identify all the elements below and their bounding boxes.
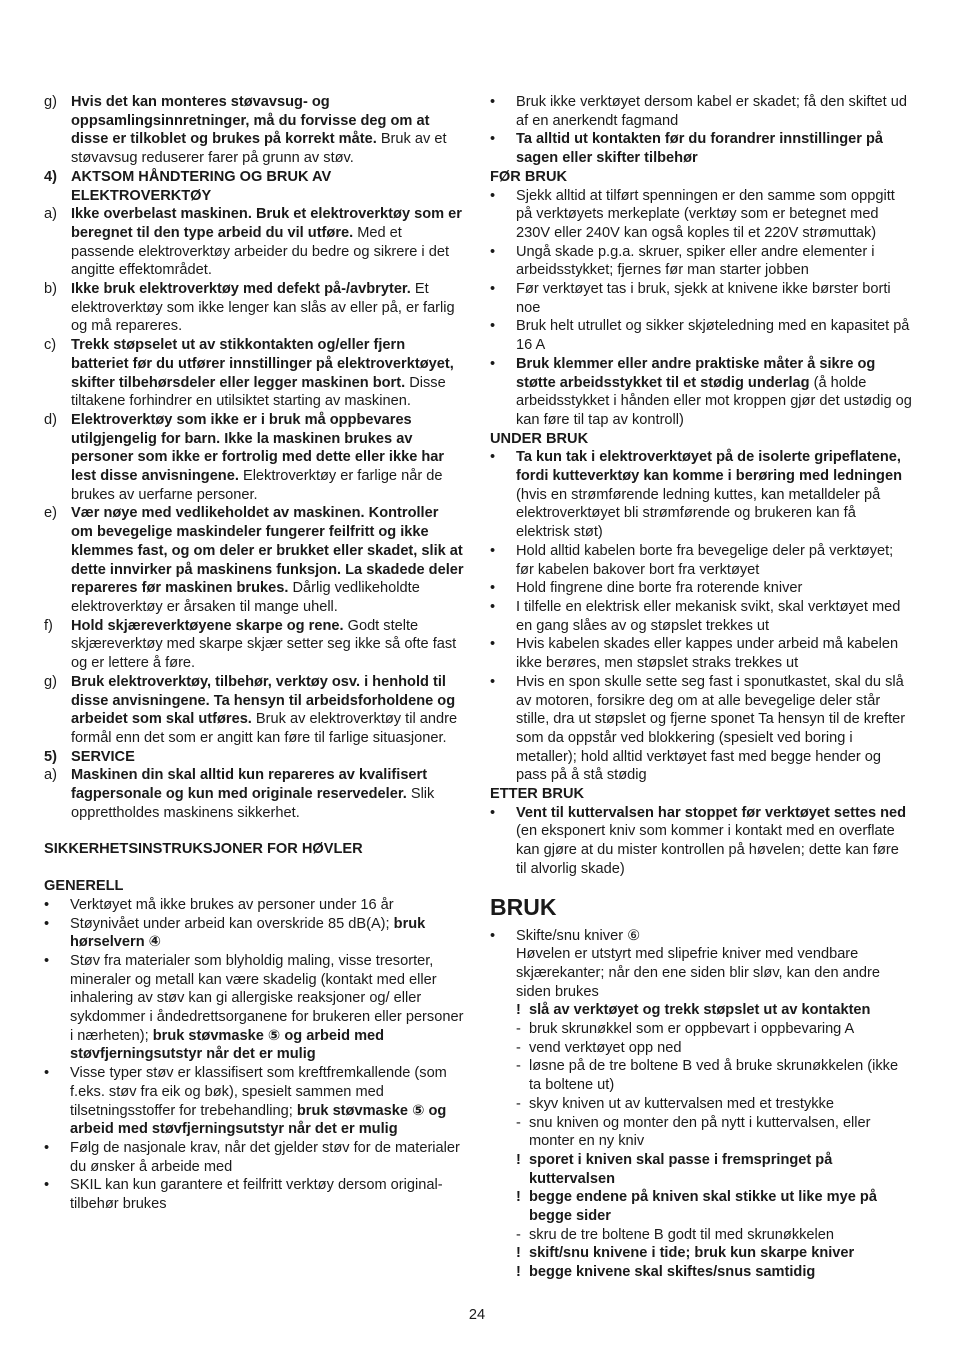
list-marker: - xyxy=(516,1114,521,1131)
list-text: SKIL kan kun garantere et feilfritt verktøy dersom original-tilbehør brukes xyxy=(70,1177,443,1213)
list-item xyxy=(516,1188,912,1225)
list-item xyxy=(490,673,912,785)
bold-text: Bruk elektroverktøy, tilbehør, verktøy osv. i henhold til disse anvisningene. Ta hensyn til arbeidsforholdene og arbeidet som skal utføres. xyxy=(71,673,456,728)
list-item xyxy=(44,1139,464,1176)
list-marker: a) xyxy=(44,206,57,223)
list-text: Hvis det kan monteres støvavsug- og oppsamlingsinnretninger, må du forvisse deg om at disse er tilkoblet og brukes på korrekt måte. Bruk av et støvavsug reduserer farer på grunn av støv. xyxy=(71,94,447,167)
list-item xyxy=(44,952,464,1064)
list-marker: • xyxy=(490,281,496,298)
section-heading-during-use: UNDER BRUK xyxy=(490,430,589,447)
list-marker: a) xyxy=(44,767,57,784)
list-text: begge endene på kniven skal stikke ut like mye på begge sider xyxy=(529,1189,877,1225)
list-text: Ungå skade p.g.a. skruer, spiker eller andre elementer i arbeidsstykket; fjernes før man starter jobben xyxy=(516,243,875,279)
list-item xyxy=(516,1151,912,1188)
list-marker: • xyxy=(44,1177,50,1194)
bold-text: Maskinen din skal alltid kun repareres av kvalifisert fagpersonale og kun med originale reservedeler. xyxy=(71,767,428,803)
bold-text: Trekk støpselet ut av stikkontakten og/eller fjern batteriet før du utfører innstillinger på elektroverktøyet, skifter tilbehørsdeler eller legger maskinen bort. xyxy=(71,337,454,391)
list-marker: • xyxy=(490,636,496,653)
list-text: Ikke overbelast maskinen. Bruk et elektroverktøy som er beregnet til den type arbeid du vil utføre. Med et passende elektroverktøy arbeider du bedre og sikrere i det angitte effektområdet. xyxy=(71,206,462,279)
list-text: Ta alltid ut kontakten før du forandrer innstillinger på sagen eller skifter tilbehør xyxy=(516,131,884,167)
section-heading-after-use: ETTER BRUK xyxy=(490,786,585,803)
list-item xyxy=(490,579,912,598)
list-item xyxy=(44,411,464,505)
list-marker: d) xyxy=(44,411,57,428)
list-text: SERVICE xyxy=(71,748,135,765)
list-marker: ! xyxy=(516,1189,521,1206)
list-item xyxy=(516,1244,912,1263)
list-marker: • xyxy=(490,927,496,944)
list-marker: • xyxy=(490,243,496,260)
list-text: Hold alltid kabelen borte fra bevegelige deler på verktøyet; før kabelen bakover bort fra verktøyet xyxy=(516,542,894,578)
bold-text: Hvis det kan monteres støvavsug- og oppsamlingsinnretninger, må du forvisse deg om at disse er tilkoblet og brukes på korrekt måte. xyxy=(71,94,430,148)
list-item xyxy=(516,1114,912,1151)
list-marker: e) xyxy=(44,505,57,522)
list-marker: • xyxy=(490,94,496,110)
list-marker: f) xyxy=(44,617,53,634)
list-item xyxy=(44,896,464,915)
list-text: Støynivået under arbeid kan overskride 85 dB(A); bruk hørselvern ④ xyxy=(70,915,426,951)
list-marker: g) xyxy=(44,94,57,110)
list-text: Verktøyet må ikke brukes av personer under 16 år xyxy=(70,896,394,913)
list-marker: ! xyxy=(516,1245,521,1262)
list-text: Hvis kabelen skades eller kappes under arbeid må kabelen ikke berøres, men støpslet straks trekkes ut xyxy=(516,636,899,672)
list-text: Hold fingrene dine borte fra roterende kniver xyxy=(516,580,803,597)
bold-text: bruk hørselvern ④ xyxy=(70,915,426,951)
list-marker: ! xyxy=(516,1264,521,1281)
list-marker: • xyxy=(490,187,496,204)
list-item xyxy=(490,598,912,635)
list-item xyxy=(44,915,464,952)
section-heading-general: GENERELL xyxy=(44,878,124,895)
list-marker: 4) xyxy=(44,168,57,185)
list-item xyxy=(44,205,464,280)
list-item xyxy=(516,1095,912,1114)
list-text: Sjekk alltid at tilført spenningen er den samme som oppgitt på verktøyets merkeplate (verktøy som er betegnet med 230V eller 240V kan også koples til et 220V strømuttak) xyxy=(516,187,895,241)
bold-text: bruk støvmaske ⑤ og arbeid med støvfjerningsutstyr når det er mulig xyxy=(70,1102,447,1138)
list-marker: • xyxy=(490,580,496,597)
list-item xyxy=(490,317,912,354)
list-text: Vent til kuttervalsen har stoppet før verktøyet settes ned (en eksponert kniv som kommer i kontakt med en overflate kan gjøre at du mister kontrollen på høvelen; dette kan føre til alvorlig skade) xyxy=(516,804,907,877)
left-column xyxy=(44,93,464,1214)
list-marker: • xyxy=(490,449,496,466)
list-marker: • xyxy=(44,952,50,969)
list-item xyxy=(516,1263,912,1282)
list-item xyxy=(490,448,912,542)
list-marker: - xyxy=(516,1058,521,1075)
list-marker: g) xyxy=(44,673,57,690)
list-text: Følg de nasjonale krav, når det gjelder støv for de materialer du ønsker å arbeide med xyxy=(70,1139,460,1175)
bold-text: Bruk klemmer eller andre praktiske måter å sikre og støtte arbeidsstykket til et stødig underlag xyxy=(516,355,876,391)
list-item xyxy=(44,766,464,822)
list-item xyxy=(490,130,912,167)
list-item xyxy=(44,1176,464,1213)
section-heading-safety: SIKKERHETSINSTRUKSJONER FOR HØVLER xyxy=(44,841,363,858)
right-column xyxy=(490,93,912,1282)
list-marker: - xyxy=(516,1226,521,1243)
list-item xyxy=(44,336,464,411)
list-marker: • xyxy=(490,598,496,615)
list-text: snu kniven og monter den på nytt i kuttervalsen, eller monter en ny kniv xyxy=(529,1114,871,1150)
page-number: 24 xyxy=(468,1307,486,1323)
list-marker: 5) xyxy=(44,748,57,765)
list-item xyxy=(516,1226,912,1245)
list-marker: b) xyxy=(44,281,57,298)
list-marker: - xyxy=(516,1039,521,1056)
list-text: Hold skjæreverktøyene skarpe og rene. Godt stelte skjæreverktøy med skarpe skjær setter seg ikke så ofte fast og er lettere å føre. xyxy=(71,617,457,672)
list-item xyxy=(44,673,464,748)
list-marker: • xyxy=(490,355,496,372)
list-marker: - xyxy=(516,1095,521,1112)
list-item xyxy=(490,187,912,243)
list-item xyxy=(490,355,912,430)
list-text: sporet i kniven skal passe i fremspringet på kuttervalsen xyxy=(529,1151,833,1187)
list-text: skyv kniven ut av kuttervalsen med et trestykke xyxy=(529,1095,834,1112)
list-marker: • xyxy=(490,131,496,148)
list-text: Visse typer støv er klassifisert som kreftfremkallende (som f.eks. støv fra eik og bøk), spesielt sammen med tilsetningsstoffer for trebehandling; bruk støvmaske ⑤ og arbeid med støvfjerningsutstyr når det er mulig xyxy=(70,1065,447,1138)
list-text: Ta kun tak i elektroverktøyet på de isolerte gripeflatene, fordi kutteverktøy kan komme i berøring med ledningen (hvis en strømførende ledning kuttes, kan metalldeler på elektroverktøyet bli strømførende og brukeren kan få elektrisk støt) xyxy=(516,449,903,541)
list-text: Bruk ikke verktøyet dersom kabel er skadet; få den skiftet ud af en anerkendt fagmand xyxy=(516,94,907,129)
list-item xyxy=(490,93,912,130)
bold-text: Ikke overbelast maskinen. Bruk et elektroverktøy som er beregnet til den type arbeid du vil utføre. xyxy=(71,206,462,241)
list-text: løsne på de tre boltene B ved å bruke skrunøkkelen (ikke ta boltene ut) xyxy=(529,1058,899,1094)
list-item xyxy=(516,1057,912,1094)
list-text: begge knivene skal skiftes/snus samtidig xyxy=(529,1264,816,1281)
list-item xyxy=(516,1001,912,1020)
list-item xyxy=(44,504,464,616)
list-item xyxy=(490,542,912,579)
list-text: Skifte/snu kniver ⑥ xyxy=(516,927,641,944)
list-marker: - xyxy=(516,1021,521,1038)
list-text: Hvis en spon skulle sette seg fast i sponutkastet, skal du slå av motoren, forsikre deg om at alle bevegelige deler står stille, dra ut støpslet og fjerne sponet Ta hensyn til de krefter som da oppstår ved blokkering (spesielt ved boring i metaller); hold alltid verktøyet fast med begge hender og pass på å stå stødig xyxy=(516,673,906,784)
bold-text: Hold skjæreverktøyene skarpe og rene. xyxy=(71,617,344,634)
bold-text: Vær nøye med vedlikeholdet av maskinen. Kontroller om bevegelige maskindeler fungerer feilfritt og ikke klemmes fast, og om deler er brukket eller skadet, slik at dette innvirker på maskinens funksjon. La skadede deler repareres før maskinen brukes. xyxy=(71,505,464,597)
bold-text: bruk støvmaske ⑤ og arbeid med støvfjerningsutstyr når det er mulig xyxy=(70,1027,385,1063)
list-marker: ! xyxy=(516,1002,521,1019)
list-text: Maskinen din skal alltid kun repareres av kvalifisert fagpersonale og kun med originale reservedeler. Slik opprettholdes maskinens sikkerhet. xyxy=(71,767,435,821)
list-marker: • xyxy=(44,1065,50,1082)
bold-text: Vent til kuttervalsen har stoppet før verktøyet settes ned xyxy=(516,804,907,821)
list-marker: ! xyxy=(516,1151,521,1168)
spacer xyxy=(44,859,464,877)
list-text: Ikke bruk elektroverktøy med defekt på-/avbryter. Et elektroverktøy som ikke lenger kan slås av eller på, er farlig og må repareres. xyxy=(71,281,455,335)
list-text: skru de tre boltene B godt til med skrunøkkelen xyxy=(529,1226,835,1243)
bold-text: Ikke bruk elektroverktøy med defekt på-/avbryter. xyxy=(71,281,411,298)
list-text: bruk skrunøkkel som er oppbevart i oppbevaring A xyxy=(529,1021,855,1038)
list-item xyxy=(490,635,912,672)
list-marker: • xyxy=(490,542,496,559)
list-item xyxy=(44,617,464,673)
list-text: Trekk støpselet ut av stikkontakten og/eller fjern batteriet før du utfører innstillinger på elektroverktøyet, skifter tilbehørsdeler eller legger maskinen bort. Disse tiltakene forhindrer en utilsiktet starting av maskinen. xyxy=(71,337,454,410)
list-item xyxy=(490,243,912,280)
list-text: Vær nøye med vedlikeholdet av maskinen. Kontroller om bevegelige maskindeler fungerer feilfritt og ikke klemmes fast, og om deler er brukket eller skadet, slik at dette innvirker på maskinens funksjon. La skadede deler repareres før maskinen brukes. Dårlig vedlikeholdte elektroverktøy er årsaken til mange uhell. xyxy=(71,505,464,615)
list-item xyxy=(516,1039,912,1058)
list-text: Støv fra materialer som blyholdig maling, visse tresorter, mineraler og metall kan være skadelig (kontakt med eller inhalering av støv kan gi allergiske reaksjoner og/ eller sykdommer i åndedrettsorganene for brukeren eller personer i nærheten); bruk støvmaske ⑤ og arbeid med støvfjerningsutstyr når det er mulig xyxy=(70,952,464,1063)
list-marker: • xyxy=(44,896,50,913)
list-text: Bruk helt utrullet og sikker skjøteledning med en kapasitet på 16 A xyxy=(516,318,910,354)
section-title-bruk: BRUK xyxy=(490,893,557,920)
list-item xyxy=(490,927,912,946)
list-marker: • xyxy=(490,673,496,690)
list-marker: • xyxy=(490,318,496,335)
list-text: Før verktøyet tas i bruk, sjekk at knivene ikke børster borti noe xyxy=(516,281,891,316)
list-item xyxy=(490,804,912,879)
list-marker: • xyxy=(44,915,50,932)
bold-text: Ta kun tak i elektroverktøyet på de isolerte gripeflatene, fordi kutteverktøy kan komme i berøring med ledningen xyxy=(516,449,903,485)
list-item xyxy=(490,280,912,317)
list-item xyxy=(44,280,464,336)
list-item xyxy=(44,168,464,205)
list-text: vend verktøyet opp ned xyxy=(529,1039,682,1056)
bruk-intro: Høvelen er utstyrt med slipefrie kniver med vendbare skjærekanter; når den ene siden blir sløv, kan den andre siden brukes xyxy=(516,946,880,1000)
list-text: Elektroverktøy som ikke er i bruk må oppbevares utilgjengelig for barn. Ikke la maskinen brukes av personer som ikke er fortrolig med dette eller ikke har lest disse anvisningene. Elektroverktøy er farlige når de brukes av uerfarne personer. xyxy=(71,411,445,503)
section-heading-before-use: FØR BRUK xyxy=(490,168,568,185)
list-text: skift/snu knivene i tide; bruk kun skarpe kniver xyxy=(529,1245,855,1262)
list-marker: c) xyxy=(44,337,57,354)
list-text: AKTSOM HÅNDTERING OG BRUK AV ELEKTROVERKTØY xyxy=(71,168,332,204)
list-text: slå av verktøyet og trekk støpslet ut av kontakten xyxy=(529,1002,871,1019)
list-item xyxy=(44,93,464,168)
spacer xyxy=(44,822,464,840)
list-text: Bruk elektroverktøy, tilbehør, verktøy osv. i henhold til disse anvisningene. Ta hensyn til arbeidsforholdene og arbeidet som skal utføres. Bruk av elektroverktøy til andre formål enn det som er angitt kan føre til farlige situasjoner. xyxy=(71,673,458,746)
list-text: I tilfelle en elektrisk eller mekanisk svikt, skal verktøyet med en gang slåes av og støpslet trekkes ut xyxy=(516,598,901,634)
list-marker: • xyxy=(490,804,496,821)
bold-text: Elektroverktøy som ikke er i bruk må oppbevares utilgjengelig for barn. Ikke la maskinen brukes av personer som ikke er fortrolig med dette eller ikke har lest disse anvisningene. xyxy=(71,411,445,485)
list-item xyxy=(516,1020,912,1039)
list-text: Bruk klemmer eller andre praktiske måter å sikre og støtte arbeidsstykket til et stødig underlag (å holde arbeidsstykket i hånden eller mot kroppen gjør det ustødig og kan føre til tap av kontroll) xyxy=(516,355,912,428)
list-item xyxy=(44,748,464,767)
list-item xyxy=(44,1064,464,1139)
list-marker: • xyxy=(44,1139,50,1156)
